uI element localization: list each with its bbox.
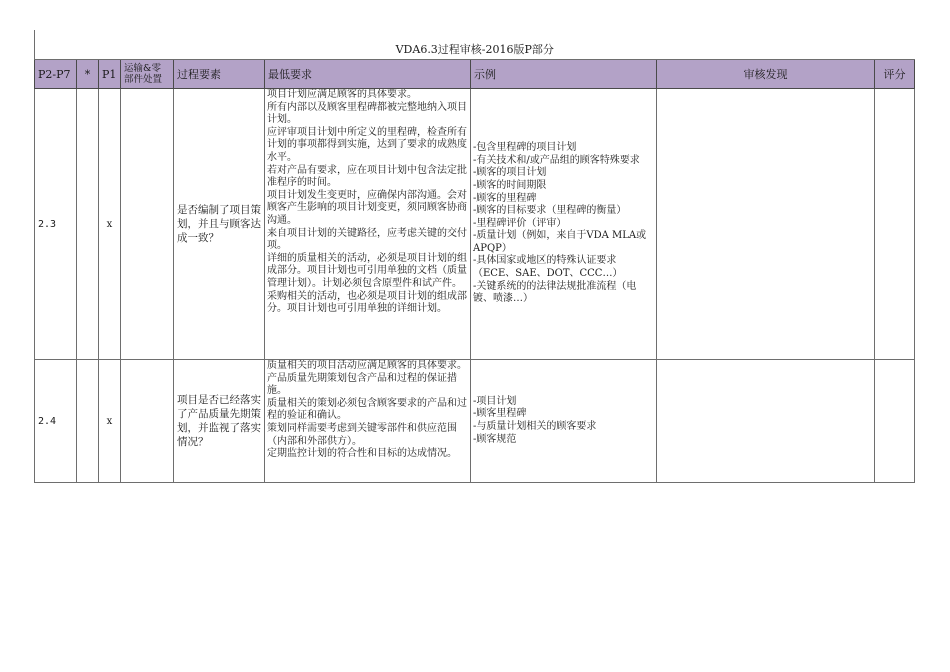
example-line: -与质量计划相关的顾客要求 <box>473 421 597 432</box>
example-line: -顾客的项目计划 <box>473 167 547 179</box>
header-transport: 运输&零部件处置 <box>121 60 174 89</box>
requirement-line: 详细的质量相关的活动，必须是项目计划的组成部分。项目计划也可引用单独的文档（质量管理计划）。计划必须包含原型件和试产件。 <box>267 252 467 289</box>
example-line: -顾客里程碑 <box>473 408 527 420</box>
p1-mark: x <box>99 89 121 360</box>
requirement-line: 所有内部以及顾客里程碑都被完整地纳入项目计划。 <box>267 101 467 126</box>
examples-cell <box>471 360 657 483</box>
example-line: -顾客的里程碑 <box>473 192 537 204</box>
row-number: 2.3 <box>35 89 77 360</box>
table-row <box>35 89 915 360</box>
process-question: 项目是否已经落实了产品质量先期策划，并监视了落实情况？ <box>174 360 265 483</box>
requirement-line: 来自项目计划的关键路径，应考虑关键的交付项。 <box>267 227 467 252</box>
star-cell <box>77 89 99 360</box>
example-line: -有关技术和/或产品组的顾客特殊要求 <box>473 154 640 166</box>
audit-table <box>34 30 915 483</box>
example-line: -顾客的时间期限 <box>473 179 547 191</box>
example-line: -顾客的目标要求（里程碑的衡量） <box>473 205 627 217</box>
example-line: -里程碑评价（评审） <box>473 217 567 229</box>
requirement-line: 质量相关的策划必须包含顾客要求的产品和过程的验证和确认。 <box>267 397 467 422</box>
p1-mark: x <box>99 360 121 483</box>
row-number: 2.4 <box>35 360 77 483</box>
sheet-title: VDA6.3过程审核-2016版P部分 <box>35 30 915 60</box>
requirements-cell <box>265 360 471 483</box>
score-cell[interactable] <box>875 89 915 360</box>
example-line: -项目计划 <box>473 395 517 407</box>
example-line: -关键系统的的法律法规批准流程（电镀、喷漆…） <box>473 280 637 305</box>
requirement-line: 定期监控计划的符合性和目标的达成情况。 <box>267 448 457 460</box>
header-p2p7: P2-P7 <box>35 60 77 89</box>
requirement-line: 项目计划发生变更时，应确保内部沟通。会对顾客产生影响的项目计划变更，须同顾客协商沟通。 <box>267 189 467 226</box>
example-line: -包含里程碑的项目计划 <box>473 142 577 154</box>
header-example: 示例 <box>471 60 657 89</box>
score-cell[interactable] <box>875 360 915 483</box>
requirement-line: 产品质量先期策划包含产品和过程的保证措施。 <box>267 372 457 397</box>
requirement-line: 质量相关的项目活动应满足顾客的具体要求。 <box>267 360 467 371</box>
requirements-cell <box>265 89 471 360</box>
header-element: 过程要素 <box>174 60 265 89</box>
requirement-line: 项目计划应满足顾客的具体要求。 <box>267 89 417 100</box>
example-line: -顾客规范 <box>473 433 517 445</box>
example-line: -质量计划（例如，来自于VDA MLA或APQP） <box>473 230 647 254</box>
requirement-line: 应评审项目计划中所定义的里程碑，检查所有计划的事项都得到实施，达到了要求的成熟度水平。 <box>267 126 467 163</box>
header-star: * <box>77 60 99 89</box>
header-row <box>35 60 915 89</box>
transport-cell <box>121 89 174 360</box>
audit-sheet <box>34 30 914 483</box>
header-min-req: 最低要求 <box>265 60 471 89</box>
requirement-line: 策划同样需要考虑到关键零部件和供应范围（内部和外部供方）。 <box>267 422 457 447</box>
header-p1: P1 <box>99 60 121 89</box>
process-question: 是否编制了项目策划，并且与顾客达成一致？ <box>174 89 265 360</box>
requirement-line: 若对产品有要求，应在项目计划中包含法定批准程序的时间。 <box>267 164 467 189</box>
table-row <box>35 360 915 483</box>
requirement-line: 采购相关的活动，也必须是项目计划的组成部分。项目计划也可引用单独的详细计划。 <box>267 290 467 315</box>
examples-cell <box>471 89 657 360</box>
example-line: -具体国家或地区的特殊认证要求（ECE、SAE、DOT、CCC…） <box>473 255 623 280</box>
header-finding: 审核发现 <box>657 60 875 89</box>
star-cell <box>77 360 99 483</box>
audit-finding-cell[interactable] <box>657 89 875 360</box>
header-score: 评分 <box>875 60 915 89</box>
audit-finding-cell[interactable] <box>657 360 875 483</box>
transport-cell <box>121 360 174 483</box>
